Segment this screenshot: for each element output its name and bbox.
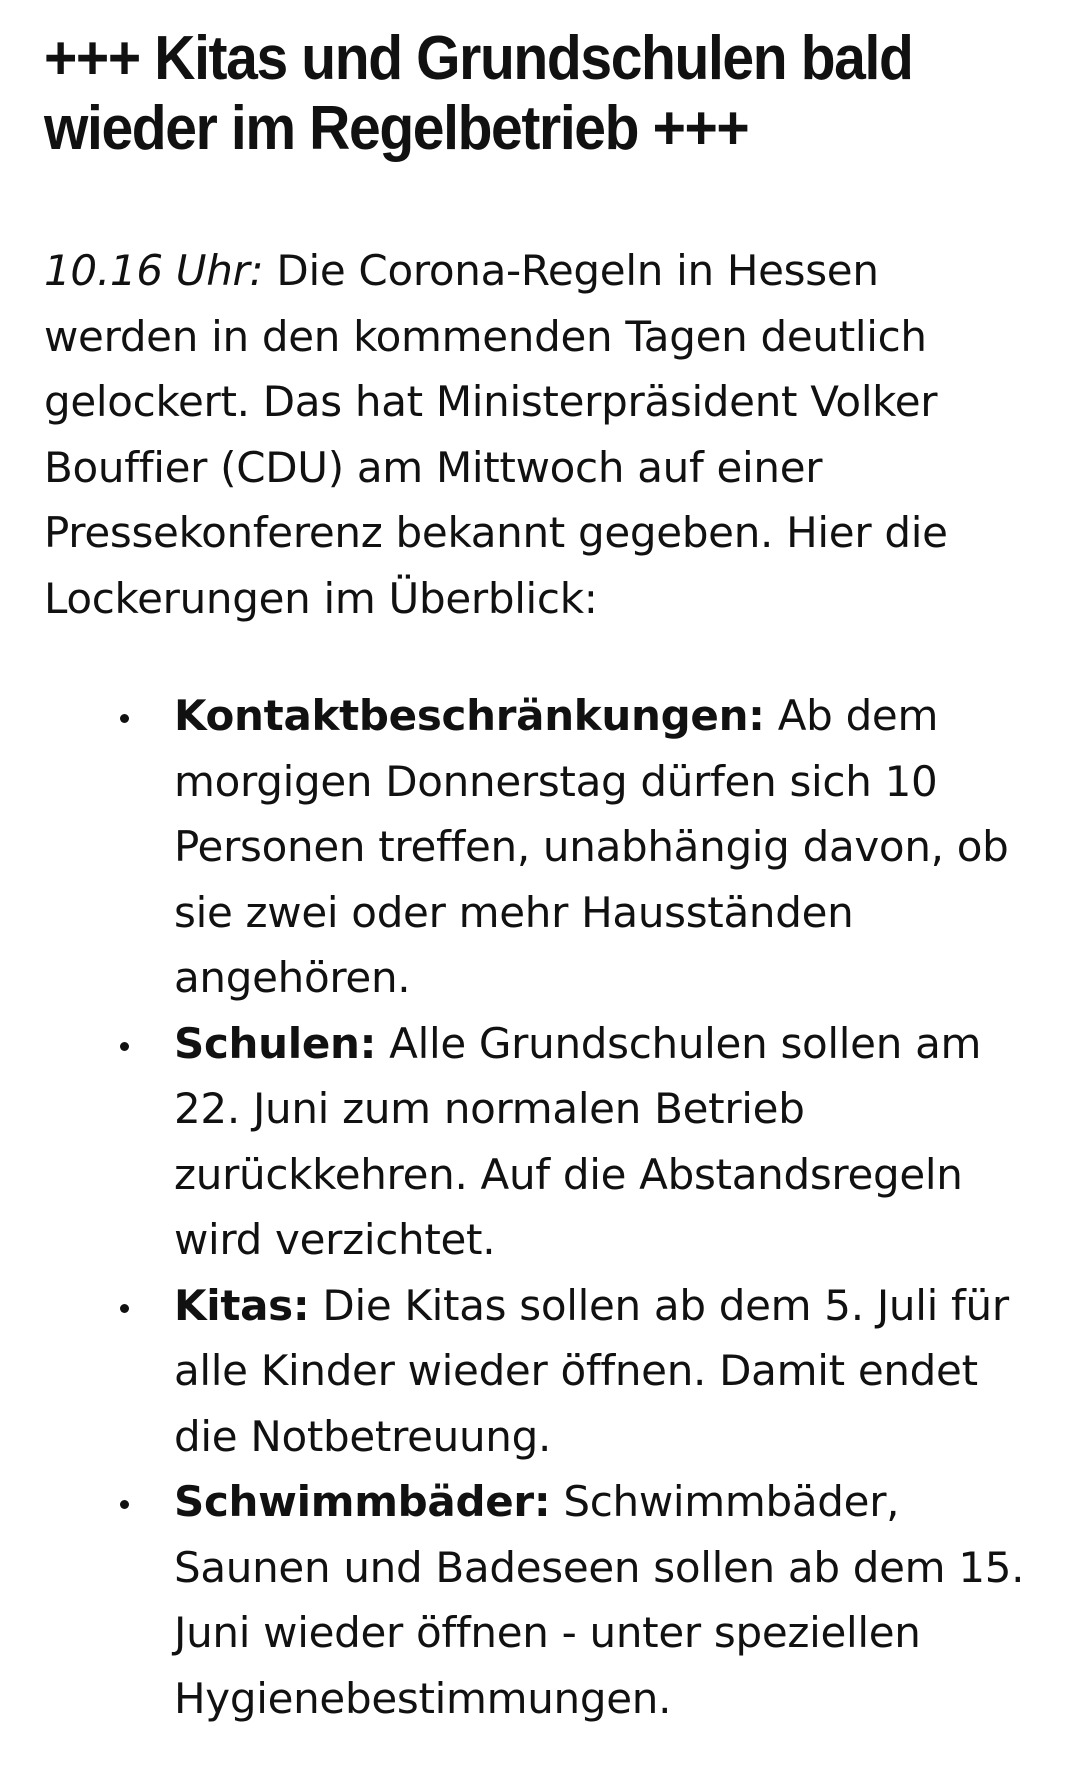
list-item-text: Die Kitas sollen ab dem 5. Juli für alle Kinder wieder öffnen. Damit endet die Notbetreuung. xyxy=(174,1280,1009,1461)
article-intro xyxy=(44,238,1036,631)
intro-text: Die Corona-Regeln in Hessen werden in den kommenden Tagen deutlich gelockert. Das hat Ministerpräsident Volker Bouffier (CDU) am Mittwoch auf einer Pressekonferenz bekannt gegeben. Hier die Lockerungen im Überblick: xyxy=(44,246,948,623)
list-item-text: Ab dem morgigen Donnerstag dürfen sich 10 Personen treffen, unabhängig davon, ob sie zwei oder mehr Hausständen angehören. xyxy=(174,691,1009,1002)
bullet-icon xyxy=(120,1304,129,1313)
bullet-icon xyxy=(120,1042,129,1051)
list-item-kontaktbeschraenkungen xyxy=(174,683,1036,1011)
lockerungen-list xyxy=(44,683,1036,1731)
list-item-term: Schwimmbäder: xyxy=(174,1477,551,1526)
bullet-icon xyxy=(120,1500,129,1509)
bullet-icon xyxy=(120,714,129,723)
list-item-schwimmbaeder xyxy=(174,1469,1036,1731)
list-item-text: Alle Grundschulen sollen am 22. Juni zum normalen Betrieb zurückkehren. Auf die Abstandsregeln wird verzichtet. xyxy=(174,1018,982,1264)
list-item-schulen xyxy=(174,1011,1036,1273)
list-item-text: Schwimmbäder, Saunen und Badeseen sollen ab dem 15. Juni wieder öffnen - unter speziellen Hygienebestimmungen. xyxy=(174,1477,1025,1723)
list-item-term: Schulen: xyxy=(174,1018,377,1068)
update-time: 10.16 Uhr: xyxy=(44,246,264,295)
list-item-term: Kontaktbeschränkungen: xyxy=(174,691,765,740)
list-item-kitas xyxy=(174,1273,1036,1470)
article-headline: +++ Kitas und Grundschulen bald wieder im Regelbetrieb +++ xyxy=(44,24,913,163)
list-item-term: Kitas: xyxy=(174,1280,310,1330)
